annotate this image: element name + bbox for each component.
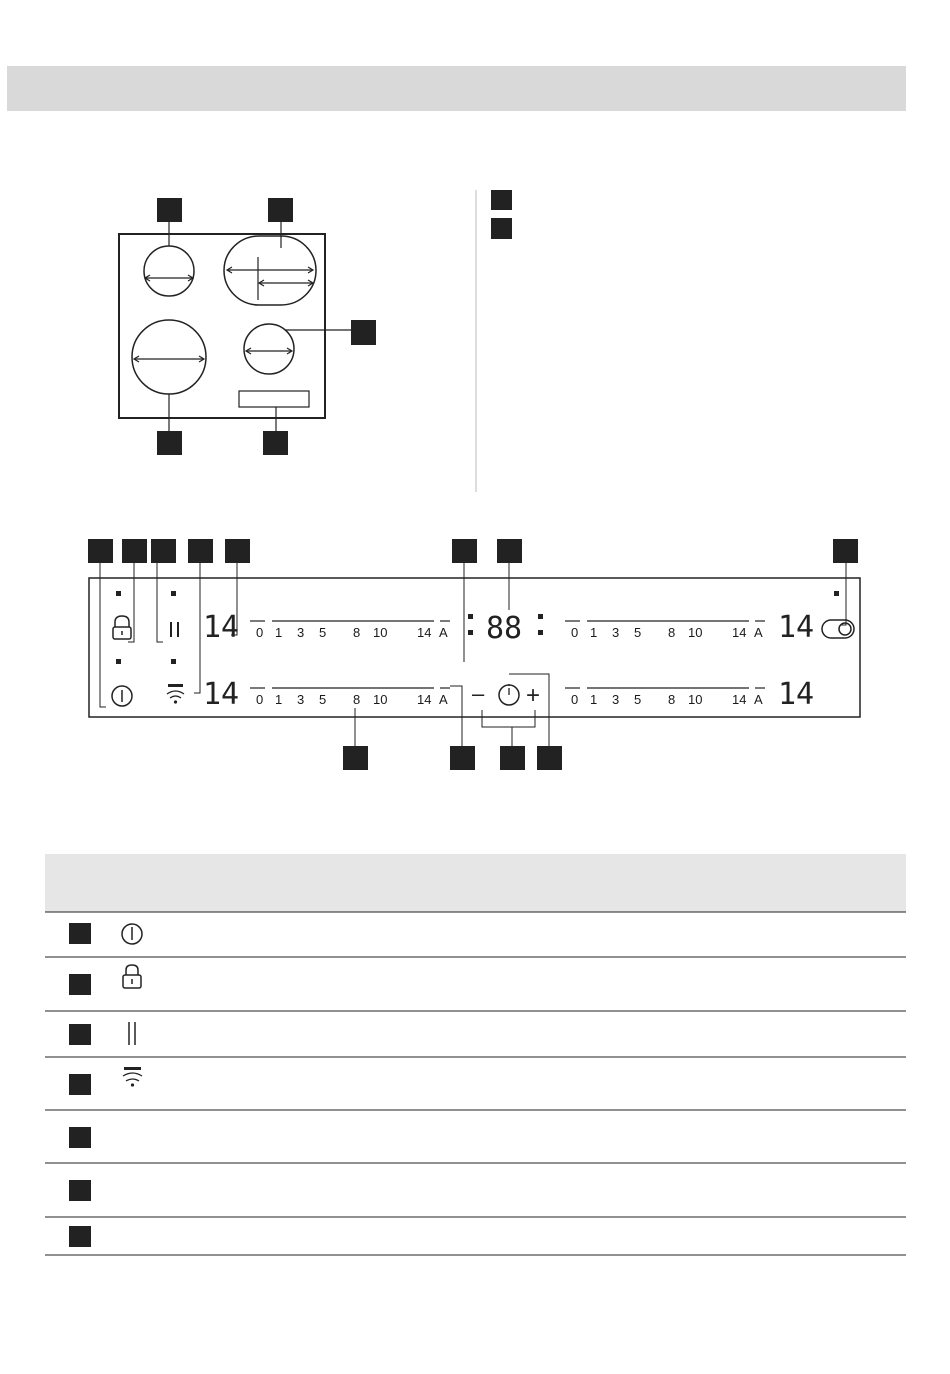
scale-label: 1 — [275, 692, 283, 707]
scale-label: A — [754, 692, 763, 707]
indicator-dot — [171, 591, 176, 596]
callout-marker — [833, 539, 858, 563]
legend-marker — [491, 190, 512, 210]
indicator-dot — [116, 659, 121, 664]
hob2hood-icon — [167, 684, 184, 704]
function-table — [0, 850, 950, 1270]
scale-label: 0 — [571, 625, 579, 640]
power-display-rear-left: 14 — [203, 610, 240, 645]
scale-label: 10 — [373, 625, 388, 640]
callout-marker — [88, 539, 113, 563]
power-slider-front-right — [565, 688, 765, 707]
callout-marker — [268, 198, 293, 222]
indicator-dot — [834, 591, 839, 596]
power-slider-rear-left — [250, 621, 450, 640]
scale-label: 8 — [353, 692, 361, 707]
power-icon — [112, 686, 132, 706]
table-row-marker — [69, 1024, 91, 1045]
callout-marker — [188, 539, 213, 563]
lock-icon — [113, 616, 131, 639]
callout-marker — [351, 320, 376, 345]
scale-label: 0 — [571, 692, 579, 707]
scale-label: 8 — [353, 625, 361, 640]
callout-marker — [450, 746, 475, 770]
scale-label: 10 — [688, 692, 703, 707]
cooking-zone-rear-left-large — [132, 320, 206, 394]
timer-plus: + — [526, 682, 541, 709]
table-row-marker — [69, 1074, 91, 1095]
scale-label: 10 — [688, 625, 703, 640]
scale-label: 0 — [256, 692, 264, 707]
scale-label: A — [754, 625, 763, 640]
control-panel-area — [239, 391, 309, 407]
bridge-toggle-icon — [822, 620, 854, 638]
callout-marker — [497, 539, 522, 563]
scale-label: 14 — [417, 692, 432, 707]
hob2hood-icon — [123, 1067, 142, 1087]
table-row-marker — [69, 1226, 91, 1247]
timer-icon — [499, 684, 519, 705]
pause-icon — [171, 622, 178, 637]
scale-label: 10 — [373, 692, 388, 707]
callout-marker — [157, 198, 182, 222]
callout-marker — [452, 539, 477, 563]
indicator-dot — [171, 659, 176, 664]
scale-label: A — [439, 692, 448, 707]
scale-label: 5 — [319, 692, 327, 707]
scale-label: 3 — [612, 692, 620, 707]
callout-marker — [157, 431, 182, 455]
power-display-rear-right: 14 — [778, 610, 815, 645]
callout-marker — [151, 539, 176, 563]
pause-icon — [129, 1022, 135, 1045]
table-row-marker — [69, 1127, 91, 1148]
power-icon — [122, 924, 142, 944]
indicator-dot — [116, 591, 121, 596]
hob-layout-diagram — [0, 0, 950, 500]
scale-label: 3 — [297, 625, 305, 640]
lock-icon — [123, 965, 141, 988]
control-panel-diagram — [0, 530, 950, 780]
timer-display: 88 — [486, 611, 523, 646]
scale-label: 14 — [417, 625, 432, 640]
callout-marker — [122, 539, 147, 563]
scale-label: A — [439, 625, 448, 640]
cooking-zone-front-left-small — [144, 246, 194, 296]
table-row-marker — [69, 974, 91, 995]
power-display-front-right: 14 — [778, 677, 815, 712]
scale-label: 3 — [297, 692, 305, 707]
power-slider-front-left — [250, 688, 450, 707]
table-header — [45, 854, 906, 912]
scale-label: 1 — [275, 625, 283, 640]
scale-label: 8 — [668, 625, 676, 640]
callout-marker — [343, 746, 368, 770]
callout-marker — [537, 746, 562, 770]
scale-label: 5 — [319, 625, 327, 640]
timer-minus: – — [472, 681, 485, 706]
callout-marker — [500, 746, 525, 770]
scale-label: 1 — [590, 625, 598, 640]
power-display-front-left: 14 — [203, 677, 240, 712]
power-slider-rear-right — [565, 621, 765, 640]
scale-label: 14 — [732, 692, 747, 707]
scale-label: 1 — [590, 692, 598, 707]
scale-label: 5 — [634, 692, 642, 707]
scale-label: 14 — [732, 625, 747, 640]
scale-label: 0 — [256, 625, 264, 640]
scale-label: 3 — [612, 625, 620, 640]
cooking-zone-right-small — [244, 324, 294, 374]
callout-marker — [225, 539, 250, 563]
table-row-marker — [69, 923, 91, 944]
scale-label: 5 — [634, 625, 642, 640]
legend-marker — [491, 218, 512, 239]
scale-label: 8 — [668, 692, 676, 707]
callout-marker — [263, 431, 288, 455]
table-row-marker — [69, 1180, 91, 1201]
